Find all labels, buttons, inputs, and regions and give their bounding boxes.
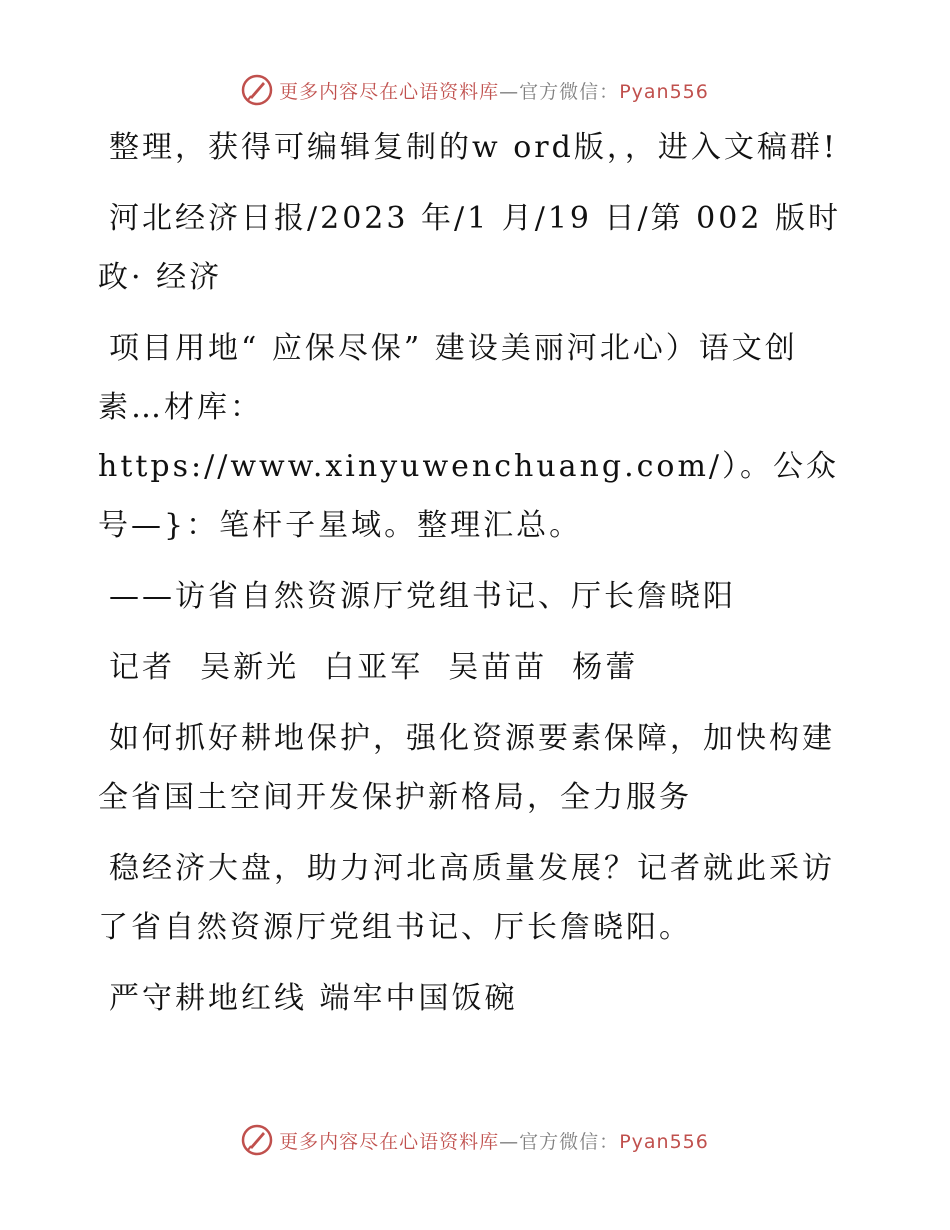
section-heading: 严守耕地红线 端牢中国饭碗 [109,981,518,1016]
watermark-text: 更多内容尽在心语资料库—官方微信：Pyan556 [279,1130,709,1153]
watermark-text: 更多内容尽在心语资料库—官方微信：Pyan556 [279,80,709,103]
subtitle: ——访省自然资源厅党组书记、厅长詹晓阳 [109,579,736,614]
watermark-banner-top [0,70,950,110]
paragraph: 如何抓好耕地保护，强化资源要素保障，加快构建全省国土空间开发保护新格局，全力服务 [98,721,835,815]
paragraph: 河北经济日报/2023 年/1 月/19 日/第 002 版时政· 经济 [98,201,841,295]
watermark-banner-bottom [0,1120,950,1160]
paragraph: 项目用地“ 应保尽保” 建设美丽河北心）语文创素…材库：https://www.xinyuwenchuang.com/）。公众号—}：笔杆子星域。整理汇总。 [98,331,840,543]
quill-logo-icon [241,1124,273,1156]
quill-logo-icon [241,74,273,106]
paragraph: 整理，获得可编辑复制的w ord版，，进入文稿群! [109,130,838,165]
paragraph: 稳经济大盘，助力河北高质量发展？记者就此采访了省自然资源厅党组书记、厅长詹晓阳。 [98,851,835,945]
byline: 记者 吴新光 白亚军 吴苗苗 杨蕾 [109,650,639,685]
document-body [98,118,858,1028]
